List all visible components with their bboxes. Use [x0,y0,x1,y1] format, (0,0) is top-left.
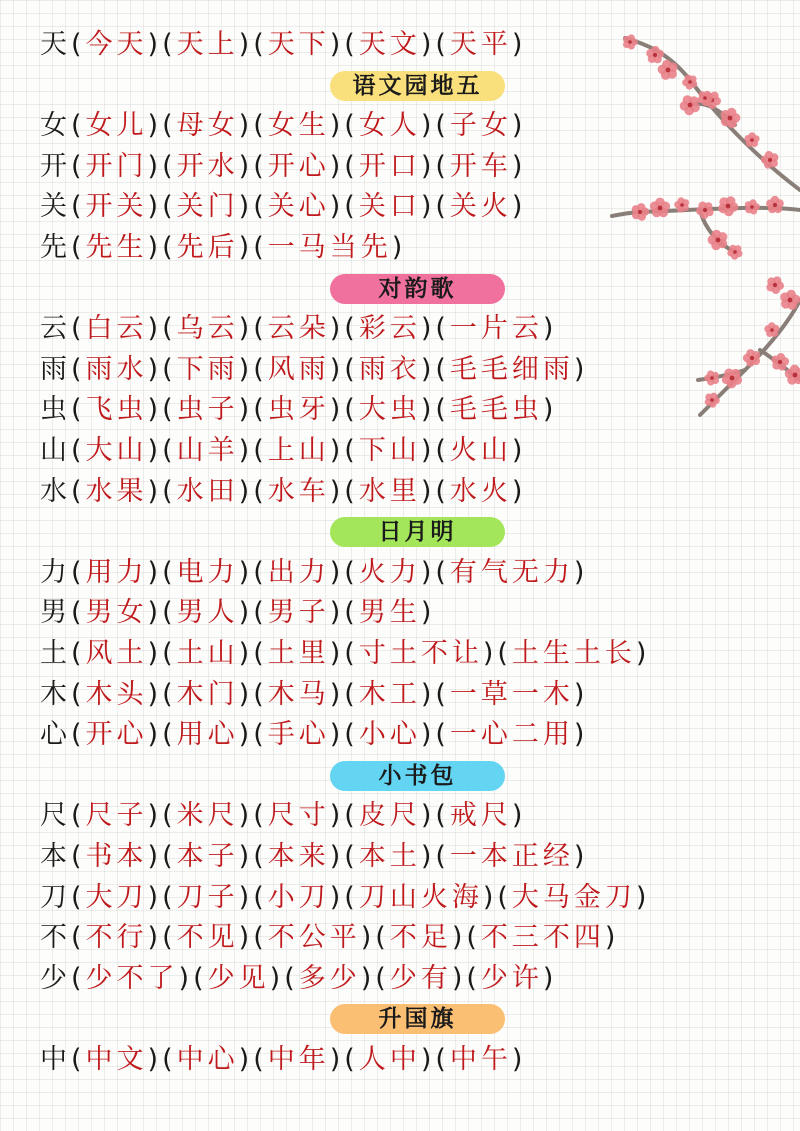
vocab-row: 本(书本)(本子)(本来)(本土)(一本正经) [40,841,589,872]
head-character: 心 [40,719,71,751]
word: 天平 [449,29,512,60]
word: 戒尺 [449,800,512,832]
vocab-row: 天(今天)(天上)(天下)(天文)(天平) [40,29,527,60]
head-character: 开 [40,150,71,182]
vocab-row: 土(风土)(土山)(土里)(寸土不让)(土生土长) [40,638,651,669]
word: 开水 [176,150,239,182]
word: 男女 [85,597,148,629]
word: 今天 [85,29,148,60]
head-character: 土 [40,638,71,669]
word: 关门 [176,191,239,223]
head-character: 力 [40,556,71,588]
word: 不公平 [267,922,361,954]
vocab-row: 心(开心)(用心)(手心)(小心)(一心二用) [40,719,589,751]
word: 飞虫 [85,394,148,426]
word: 男子 [267,597,330,629]
vocab-row: 尺(尺子)(米尺)(尺寸)(皮尺)(戒尺) [40,800,527,832]
word: 女儿 [85,110,148,142]
word: 一心二用 [449,719,574,751]
word: 虫牙 [267,394,330,426]
section-banner: 对韵歌 [330,274,505,304]
word: 小刀 [267,881,330,913]
word: 天上 [176,29,239,60]
word: 尺子 [85,800,148,832]
word: 少有 [389,962,452,994]
word: 男生 [358,597,421,629]
head-character: 本 [40,841,71,872]
word: 一片云 [449,313,543,345]
word: 云朵 [267,313,330,345]
word: 电力 [176,556,239,588]
word: 开车 [449,150,512,182]
word: 出力 [267,556,330,588]
head-character: 尺 [40,800,71,832]
word: 少许 [480,962,543,994]
word: 先后 [176,232,239,263]
vocab-row: 关(开关)(关门)(关心)(关口)(关火) [40,191,527,223]
word: 刀山火海 [358,881,483,913]
word: 皮尺 [358,800,421,832]
head-character: 水 [40,475,71,507]
word: 男人 [176,597,239,629]
vocab-row: 雨(雨水)(下雨)(风雨)(雨衣)(毛毛细雨) [40,353,589,385]
word: 多少 [298,962,361,994]
vocab-row: 水(水果)(水田)(水车)(水里)(水火) [40,475,527,507]
word: 本土 [358,841,421,872]
word: 开口 [358,150,421,182]
section-banner: 语文园地五 [330,71,505,101]
word: 水里 [358,475,421,507]
word: 火力 [358,556,421,588]
word: 虫子 [176,394,239,426]
vocab-row: 山(大山)(山羊)(上山)(下山)(火山) [40,435,527,466]
vocab-row: 男(男女)(男人)(男子)(男生) [40,597,436,629]
word: 少见 [207,962,270,994]
word: 一草一木 [449,678,574,710]
vocab-row: 虫(飞虫)(虫子)(虫牙)(大虫)(毛毛虫) [40,394,558,426]
word: 不三不四 [480,922,605,954]
word: 火山 [449,435,512,466]
word: 手心 [267,719,330,751]
vocab-row: 少(少不了)(少见)(多少)(少有)(少许) [40,962,558,994]
word: 中年 [267,1044,330,1075]
word: 关火 [449,191,512,223]
vocab-row: 不(不行)(不见)(不公平)(不足)(不三不四) [40,922,620,954]
head-character: 虫 [40,394,71,426]
word: 木头 [85,678,148,710]
word: 上山 [267,435,330,466]
word: 有气无力 [449,556,574,588]
word: 山羊 [176,435,239,466]
head-character: 先 [40,232,71,263]
word: 木马 [267,678,330,710]
word: 水车 [267,475,330,507]
word: 白云 [85,313,148,345]
head-character: 关 [40,191,71,223]
head-character: 刀 [40,881,71,913]
word: 毛毛虫 [449,394,543,426]
word: 风土 [85,638,148,669]
word: 开心 [85,719,148,751]
word: 中文 [85,1044,148,1075]
word: 水果 [85,475,148,507]
word: 女人 [358,110,421,142]
vocab-row: 刀(大刀)(刀子)(小刀)(刀山火海)(大马金刀) [40,881,651,913]
word: 水田 [176,475,239,507]
word: 本来 [267,841,330,872]
word: 天文 [358,29,421,60]
word: 彩云 [358,313,421,345]
word: 人中 [358,1044,421,1075]
word: 中午 [449,1044,512,1075]
word: 不足 [389,922,452,954]
word: 不行 [85,922,148,954]
word: 土里 [267,638,330,669]
word: 下山 [358,435,421,466]
head-character: 少 [40,962,71,994]
section-banner: 日月明 [330,517,505,547]
word: 用力 [85,556,148,588]
head-character: 不 [40,922,71,954]
word: 寸土不让 [358,638,483,669]
vocab-row: 中(中文)(中心)(中年)(人中)(中午) [40,1044,527,1075]
word: 土生土长 [511,638,636,669]
word: 开心 [267,150,330,182]
word: 大马金刀 [511,881,636,913]
head-character: 木 [40,678,71,710]
head-character: 云 [40,313,71,345]
vocab-row: 先(先生)(先后)(一马当先) [40,232,407,263]
word: 木门 [176,678,239,710]
word: 关口 [358,191,421,223]
word: 乌云 [176,313,239,345]
word: 女生 [267,110,330,142]
word: 雨水 [85,353,148,385]
head-character: 天 [40,29,71,60]
vocab-row: 力(用力)(电力)(出力)(火力)(有气无力) [40,556,589,588]
head-character: 雨 [40,353,71,385]
vocab-row: 木(木头)(木门)(木马)(木工)(一草一木) [40,678,589,710]
word: 本子 [176,841,239,872]
word: 少不了 [85,962,179,994]
word: 刀子 [176,881,239,913]
word: 土山 [176,638,239,669]
word: 天下 [267,29,330,60]
word: 雨衣 [358,353,421,385]
word: 用心 [176,719,239,751]
word: 下雨 [176,353,239,385]
word: 毛毛细雨 [449,353,574,385]
vocab-row: 女(女儿)(母女)(女生)(女人)(子女) [40,110,527,142]
word: 小心 [358,719,421,751]
word: 大虫 [358,394,421,426]
word: 子女 [449,110,512,142]
word: 开关 [85,191,148,223]
vocab-row: 云(白云)(乌云)(云朵)(彩云)(一片云) [40,313,558,345]
head-character: 男 [40,597,71,629]
word: 大山 [85,435,148,466]
word: 先生 [85,232,148,263]
word: 水火 [449,475,512,507]
word: 关心 [267,191,330,223]
head-character: 女 [40,110,71,142]
section-banner: 升国旗 [330,1004,505,1034]
word: 一本正经 [449,841,574,872]
head-character: 山 [40,435,71,466]
word: 木工 [358,678,421,710]
word: 不见 [176,922,239,954]
word: 风雨 [267,353,330,385]
word: 书本 [85,841,148,872]
word: 一马当先 [267,232,392,263]
vocab-row: 开(开门)(开水)(开心)(开口)(开车) [40,150,527,182]
word: 大刀 [85,881,148,913]
word: 尺寸 [267,800,330,832]
word: 中心 [176,1044,239,1075]
word: 米尺 [176,800,239,832]
word: 母女 [176,110,239,142]
section-banner: 小书包 [330,761,505,791]
head-character: 中 [40,1044,71,1075]
word: 开门 [85,150,148,182]
